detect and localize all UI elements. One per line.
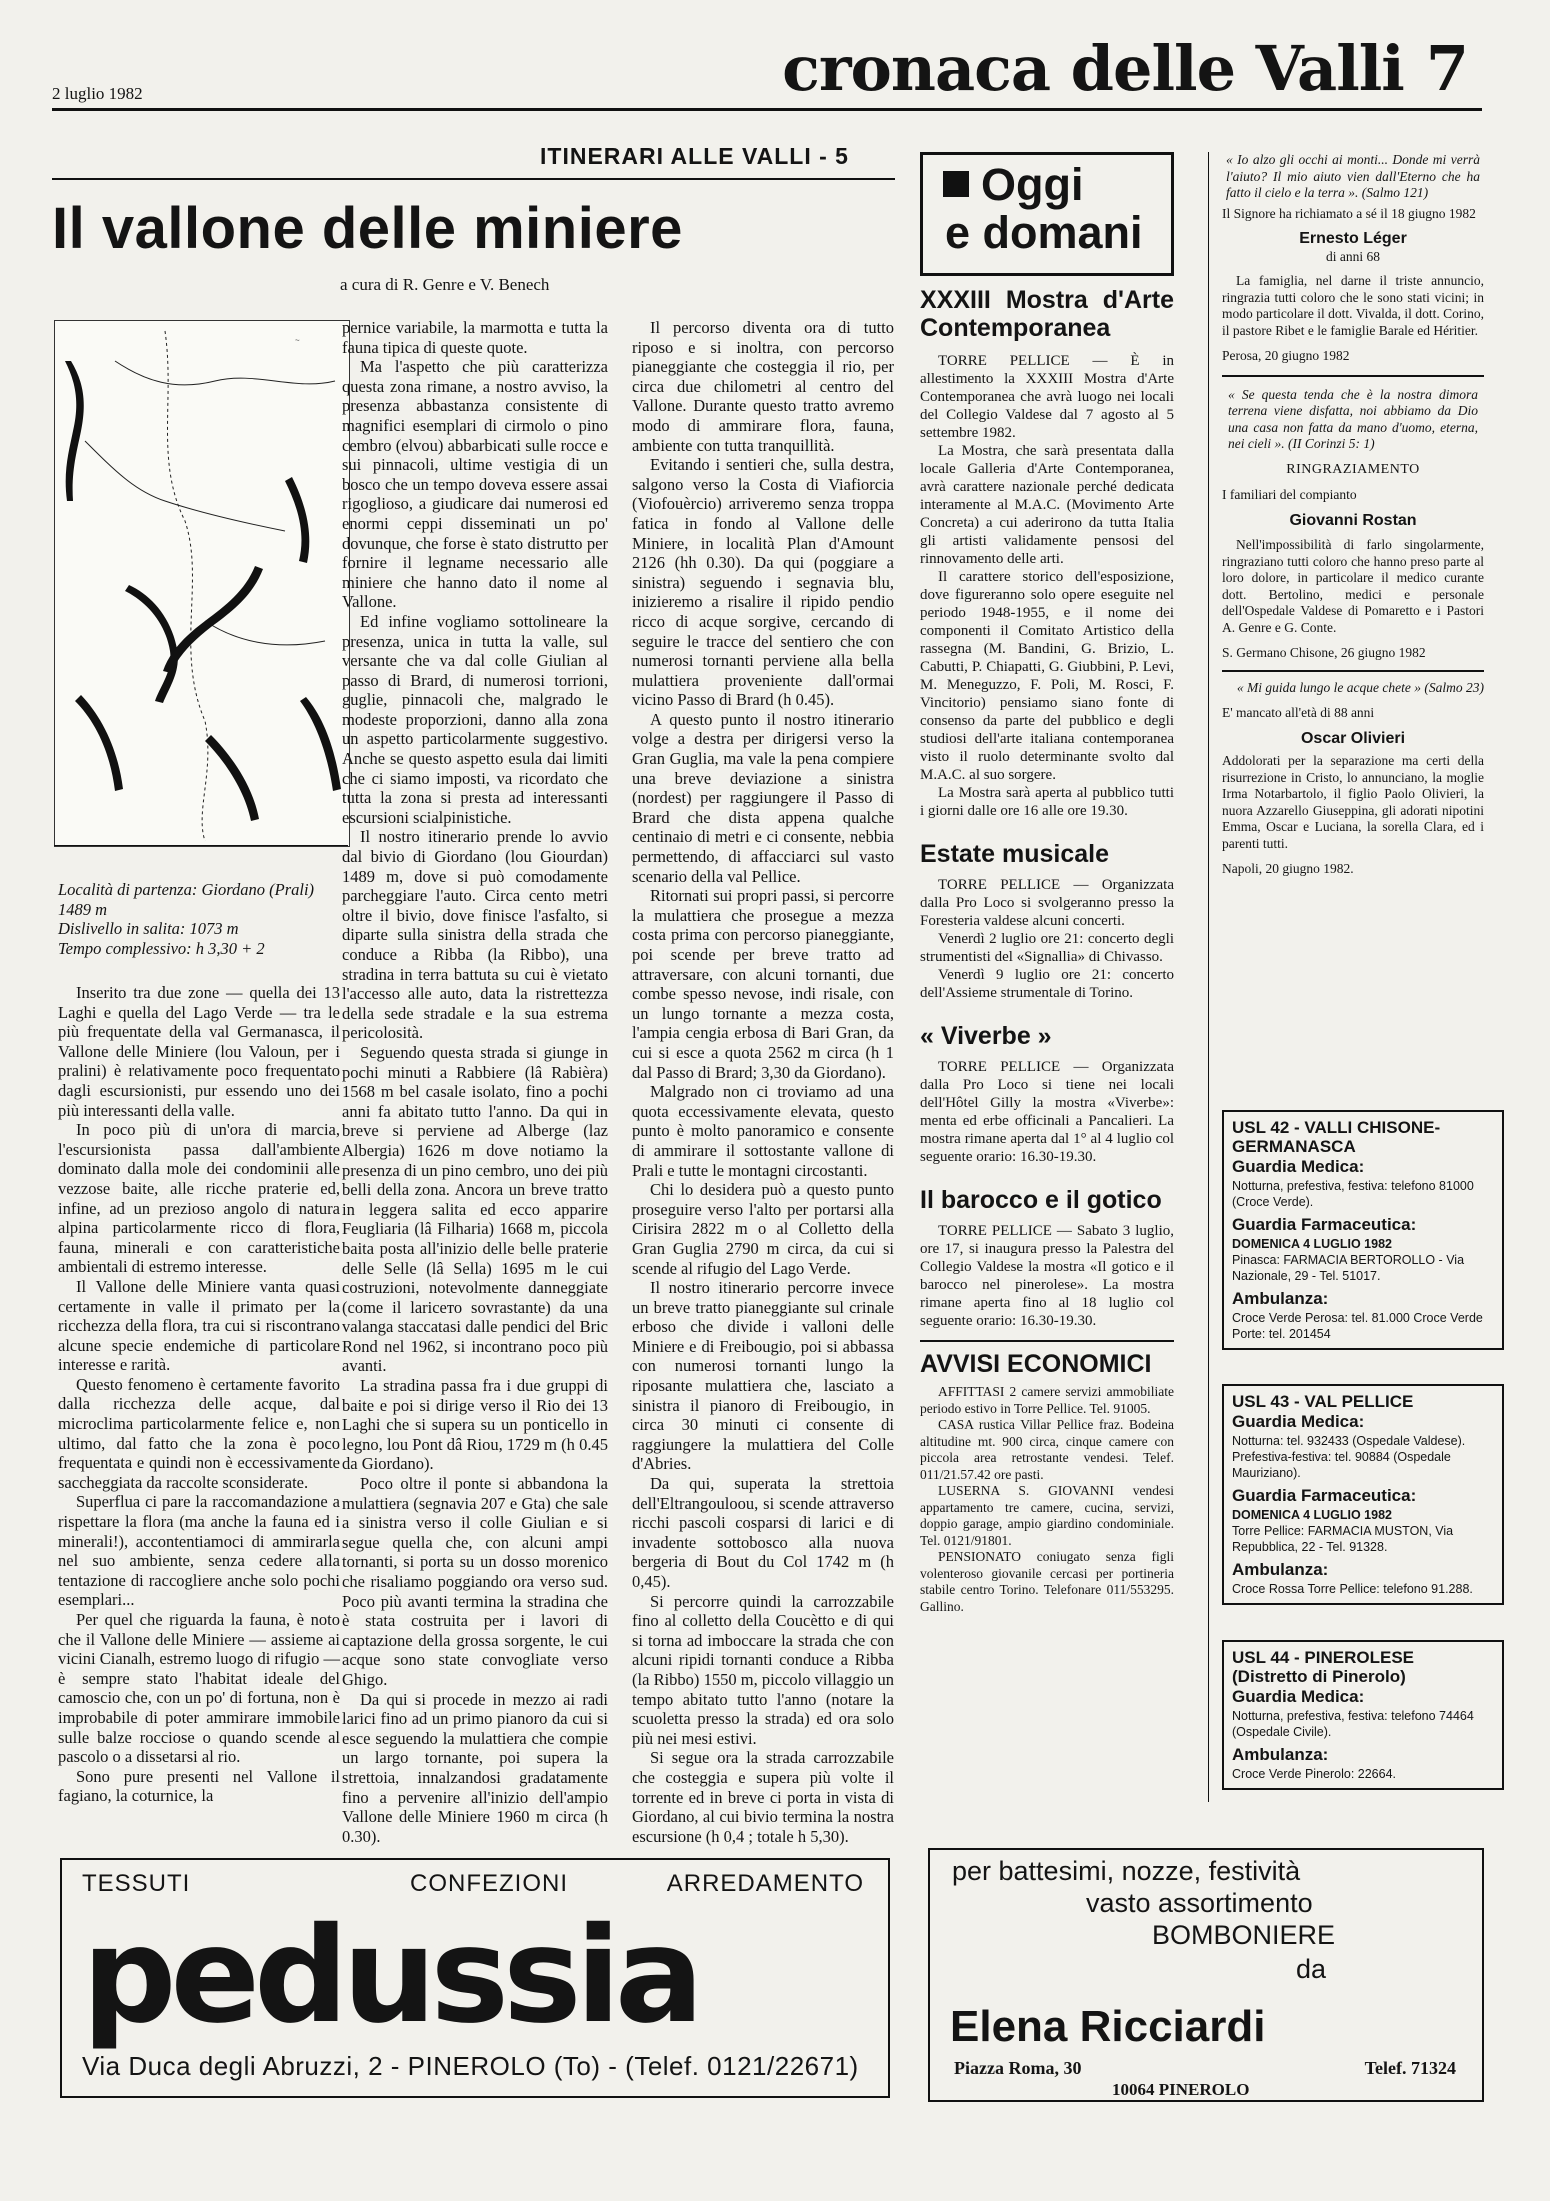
ad-category: TESSUTI: [82, 1870, 191, 1897]
map-caption: [58, 880, 328, 958]
masthead-rule: [52, 108, 1482, 111]
obit-body: Nell'impossibilità di farlo singolarmente, ringraziano tutti coloro che hanno preso parte al loro dolore, in particolare il medico curante dott. Bertolino, medici e personale dell'Ospedale Valdese di Pomaretto e i Pastori A. Genre e G. Conte.: [1222, 537, 1484, 635]
ad-category: CONFEZIONI: [410, 1870, 568, 1897]
ad-line: BOMBONIERE: [1152, 1920, 1336, 1950]
issue-date: 2 luglio 1982: [52, 84, 143, 103]
obit-name: Oscar Olivieri: [1300, 729, 1406, 747]
usl-text: Notturna, prefestiva, festiva: telefono 74464 (Ospedale Civile).: [1232, 1709, 1474, 1739]
pedussia-ad: [60, 1858, 890, 2098]
obit-place: Perosa, 20 giugno 1982: [1222, 348, 1350, 363]
pedussia-logo: pedussia: [82, 1899, 698, 2053]
paragraph: Questo fenomeno è certamente favorito dalla ricchezza delle acque, dal microclima particolarmente felice e, non ultimo, dal fatto che la zona è poco frequentata e quindi non è eccessivamente saccheggiata da raccolte sconsiderate.: [58, 1374, 340, 1492]
caption-line: Tempo complessivo: h 3,30 + 2: [58, 938, 265, 958]
paragraph: Venerdì 9 luglio ore 21: concerto dell'Assieme strumentale di Torino.: [920, 967, 1174, 1001]
usl-text: Notturna, prefestiva, festiva: telefono 81000 (Croce Verde).: [1232, 1179, 1474, 1209]
series-rule: [52, 178, 895, 180]
usl-heading: Ambulanza:: [1232, 1745, 1329, 1764]
classified-ad: AFFITTASI 2 camere servizi ammobiliate periodo estivo in Torre Pellice. Tel. 91005.: [920, 1384, 1174, 1416]
ad-line: da: [1296, 1954, 1327, 1984]
usl-day: DOMENICA 4 LUGLIO 1982: [1232, 1237, 1392, 1251]
svg-text:~: ~: [295, 336, 300, 345]
paragraph: Il carattere storico dell'esposizione, dove figureranno solo opere eseguite nel periodo 1948-1955, e il nome dei componenti il Comitato Artistico della rassegna (M. Bandini, G. Brizio, L. Cabutti, P. Chiapatti, G. Giubbini, P. Levi, M. Meneguzzo, F. Poli, M. Rosci, F. Vincitorio) pensiamo siano fonte di consenso da parte del pubblico e degli studiosi dell'arte italiana contemporanea visto il ruolo determinante svolto dal M.A.C. al suo sorgere.: [920, 569, 1174, 783]
usl-text: Croce Rossa Torre Pellice: telefono 91.288.: [1232, 1582, 1473, 1596]
ad-category: ARREDAMENTO: [666, 1870, 864, 1897]
usl-text: Croce Verde Pinerolo: 22664.: [1232, 1767, 1396, 1781]
usl-text: Torre Pellice: FARMACIA MUSTON, Via Repubblica, 22 - Tel. 91328.: [1232, 1524, 1454, 1554]
ricciardi-ad: [928, 1848, 1484, 2102]
obit-quote: « Io alzo gli occhi ai monti... Donde mi verrà l'aiuto? Il mio aiuto vien dall'Eterno che ha fatto il cielo e la terra ». (Salmo 121): [1226, 152, 1480, 200]
obit-heading: RINGRAZIAMENTO: [1286, 461, 1420, 477]
paragraph: Ritornati sui propri passi, si percorre la mulattiera che prosegue a mezza costa prima con percorso pianeggiante, poi scende per breve tratto ad attraversare, con alcuni tornanti, due combe spesso nevose, indi risale, con un lungo tornante a mezza costa, l'ampia cengia erbosa di Bari Gran, da cui si esce a quota 2562 m circa (h 1 dal Passo di Brard; 3,30 da Giordano).: [632, 886, 894, 1082]
classified-ad: PENSIONATO coniugato senza figli volenteroso giovanile cercasi per portineria stabile centro Torino. Telefonare 011/553295. Gallino.: [920, 1549, 1174, 1614]
byline: a cura di R. Genre e V. Benech: [340, 275, 550, 294]
paragraph: In poco più di un'ora di marcia, l'escursionista passa dall'ambiente dominato dalla mole dei condominii alle vezzose baite, alle ricche praterie ed, infine, ad un prezioso angolo di natura alpina particolarmente ricco di flora, fauna, minerali e con caratteristiche ambientali di estremo interesse.: [58, 1120, 340, 1277]
paragraph: La stradina passa fra i due gruppi di baite e poi si dirige verso il Rio dei 13 Laghi che si supera su un ponticello in legno, lou Pont dâ Riou, 1729 m (h 0.45 da Giordano).: [342, 1376, 608, 1474]
obit-name: Giovanni Rostan: [1289, 511, 1417, 529]
paragraph: Inserito tra due zone — quella dei 13 Laghi e quella del Lago Verde — tra le più frequentate della val Germanasca, il Vallone delle Miniere (lou Valoun, per i pralini) è relativamente poco frequentato dagli escursionisti, pur essendo uno dei più interessanti della valle.: [58, 983, 340, 1120]
obit-text: Il Signore ha richiamato a sé il 18 giugno 1982: [1222, 205, 1476, 221]
newspaper-section-title: [782, 32, 1468, 105]
paragraph: TORRE PELLICE — È in allestimento la XXXIII Mostra d'Arte Contemporanea che avrà luogo nei locali del Collegio Valdese dal 7 agosto al 5 settembre 1982.: [920, 353, 1174, 441]
trail-map: [54, 320, 350, 847]
headline: Il vallone delle miniere: [52, 196, 683, 261]
avvisi-title: AVVISI ECONOMICI: [920, 1350, 1152, 1378]
usl-heading: Guardia Farmaceutica:: [1232, 1215, 1417, 1234]
series-label: ITINERARI ALLE VALLI - 5: [540, 143, 849, 169]
article-column-1: [58, 983, 340, 1806]
oggi-column: [920, 286, 1174, 1615]
usl-44-box: [1222, 1640, 1504, 1790]
obituaries-column: [1222, 152, 1484, 878]
obit-place: Napoli, 20 giugno 1982.: [1222, 861, 1354, 876]
viverbe-title: « Viverbe »: [920, 1022, 1052, 1050]
usl-heading: Ambulanza:: [1232, 1560, 1329, 1579]
paragraph: Chi lo desidera può a questo punto proseguire verso l'alto per portarsi alla Cirisira 2822 m o al Colletto della Gran Guglia 2790 m circa, da cui si scende al rifugio del Lago Verde.: [632, 1180, 894, 1278]
usl-heading: Guardia Medica:: [1232, 1157, 1365, 1176]
article-column-3: [632, 318, 894, 1846]
paragraph: Da qui si procede in mezzo ai radi larici fino ad un primo pianoro da cui si esce seguendo la mulattiera che compie un largo tornante, poi supera la strettoia, innalzandosi gradatamente fino a pervenire all'inizio dell'ampio Vallone delle Miniere 1960 m circa (h 0.30).: [342, 1689, 608, 1846]
usl-42-box: [1222, 1110, 1504, 1350]
paragraph: Evitando i sentieri che, sulla destra, salgono verso la Costa di Viafiorcia (Viofouèrcio) arriveremo senza troppa fatica in fondo al Vallone delle Miniere, in località Plan d'Amount 2126 (hh 0.30). Da qui (poggiare a sinistra) seguendo i segnavia blu, inizieremo a risalire il ripido pendio ricco di acque sorgive, cercando di seguire le tracce del sentiero che con numerosi tornanti perviene alla bella mulattiera proveniente dall'ormai vicino Passo di Brard (h 0.45).: [632, 455, 894, 710]
paragraph: Poco oltre il ponte si abbandona la mulattiera (segnavia 207 e Gta) che sale a sinistra verso il colle Giulian e si segue quella che, con alcuni ampi tornanti, si porta su un dosso morenico che risaliamo poggiando ora verso sud. Poco più avanti termina la stradina che è stata costruita per i lavori di captazione della grossa sorgente, le cui acque sono state convogliate verso Ghigo.: [342, 1474, 608, 1689]
obit-name: Ernesto Léger: [1299, 230, 1407, 247]
paragraph: Superflua ci pare la raccomandazione a rispettare la flora (ma anche la fauna ed i minerali!), accontentiamoci di ammirarla nel suo ambiente, senza cedere alla tentazione di raccogliere anche solo pochi esemplari...: [58, 1492, 340, 1610]
obit-age: di anni 68: [1326, 248, 1380, 264]
paragraph: Si percorre quindi la carrozzabile fino al colletto della Coucètto e di qui si torna ad imboccare la strada che con alcuni ripidi tornanti conduce a Ribba (la Ribbo) 1550 m, piccolo villaggio un tempo abitato tutto l'anno (notare la scuoletta presso la strada) ed ora solo più nei mesi estivi.: [632, 1591, 894, 1748]
paragraph: Il nostro itinerario percorre invece un breve tratto pianeggiante sul crinale erboso che divide i valloni delle Miniere e di Freibougio, poi si abbassa con numerosi tornanti lungo la riposante mulattiera che, lasciato a sinistra il pianoro di Freibougio, in circa 30 minuti ci consente di raggiungere la mulattiera del Colle d'Abries.: [632, 1278, 894, 1474]
obit-text: I familiari del compianto: [1222, 487, 1357, 502]
usl-day: DOMENICA 4 LUGLIO 1982: [1232, 1508, 1392, 1522]
ad-brand-name: Elena Ricciardi: [950, 2002, 1266, 2051]
usl-heading: Guardia Medica:: [1232, 1687, 1365, 1706]
obit-quote: « Se questa tenda che è la nostra dimora terrena viene disfatta, noi abbiamo da Dio una casa non fatta da mano d'uomo, eterna, nei cieli ». (II Corinzi 5: 1): [1228, 386, 1478, 451]
paragraph: Ma l'aspetto che più caratterizza questa zona rimane, a nostro avviso, la presenza abbastanza consistente di magnifici esemplari di cirmolo o pino cembro (elvou) abbarbicati sulle rocce e sui pinnacoli, ultime vestigia di un bosco che un tempo doveva essere assai rigoglioso, a giudicare dai numerosi ed enormi ceppi disseminati un po' dovunque, che forse è stato distrutto per fornire il legname necessario alle miniere che hanno dato il nome al Vallone.: [342, 357, 608, 612]
estate-title: Estate musicale: [920, 840, 1109, 868]
paragraph: Seguendo questa strada si giunge in pochi minuti a Rabbiere (lâ Rabièra) 1568 m bel casale isolato, fino a pochi anni fa abitato tutto l'anno. Da qui in breve si perviene ad Alberge (laz Albergia) 1626 m dove notiamo la presenza di un pino cembro, uno dei più belli della zona. Ancora un breve tratto in leggera salita ed ecco apparire Feugliaria (lâ Filharia) 1668 m, piccola baita posta all'inizio delle belle praterie delle Selle (lâ Sella) 1695 m le cui costruzioni, notevolmente danneggiate (come il laricето sovrastante) da una valanga staccatasi dalle pendici del Bric Rond nel 1962, si incontrano poco più avanti.: [342, 1042, 608, 1376]
paragraph: La Mostra, che sarà presentata dalla locale Galleria d'Arte Contemporanea, avrà carattere nazionale perché dedicata interamente al M.A.C. (Movimento Arte Concreta) a cui aderirono da tutta Italia gli artisti validamente pensosi del rinnovamento delle arti.: [920, 443, 1174, 567]
oggi-title-line2: e domani: [945, 207, 1143, 258]
usl-heading: Ambulanza:: [1232, 1289, 1329, 1308]
usl-title: USL 42 - VALLI CHISONE-GERMANASCA: [1232, 1118, 1441, 1156]
paragraph: TORRE PELLICE — Organizzata dalla Pro Loco si tiene nei locali dell'Hôtel Gilly la mostra «Viverbe»: menta ed erbe officinali a Pancalieri. La mostra rimane aperta dal 1° al 4 luglio col seguente orario: 16.30-19.30.: [920, 1059, 1174, 1165]
section-title-text: cronaca delle Valli: [782, 32, 1404, 105]
ad-phone: Telef. 71324: [1364, 2058, 1456, 2078]
oggi-title-line1: Oggi: [981, 159, 1084, 210]
paragraph: Malgrado non ci troviamo ad una quota eccessivamente elevata, questo punto è molto panoramico e consente di ammirare il sottostante vallone di Prali e tutte le montagni circostanti.: [632, 1082, 894, 1180]
classified-ad: LUSERNA S. GIOVANNI vendesi appartamento tre camere, cucina, servizi, doppio garage, ampio giardino condominiale. Tel. 0121/91801.: [920, 1483, 1174, 1548]
mostra-title: XXXIII Mostra d'Arte Contemporanea: [920, 286, 1174, 342]
usl-text: Pinasca: FARMACIA BERTOROLLO - Via Nazionale, 29 - Tel. 51017.: [1232, 1253, 1465, 1283]
usl-43-box: [1222, 1384, 1504, 1605]
paragraph: TORRE PELLICE — Sabato 3 luglio, ore 17, si inaugura presso la Palestra del Collegio Valdese la mostra «Il gotico e il barocco nel pinerolese». La mostra rimane aperta fino al 18 luglio col seguente orario: 16.30-19.30.: [920, 1223, 1174, 1329]
paragraph: TORRE PELLICE — Organizzata dalla Pro Loco si svolgeranno presso la Foresteria valdese alcuni concerti.: [920, 877, 1174, 929]
obit-body: La famiglia, nel darne il triste annuncio, ringrazia tutti coloro che le sono stati vicini; in modo particolare il dott. Vivalda, il dott. Corino, il pastore Ribet e le famiglie Barale ed Héritier.: [1222, 273, 1484, 338]
usl-heading: Guardia Farmaceutica:: [1232, 1486, 1417, 1505]
paragraph: Sono pure presenti nel Vallone il fagiano, la coturnice, la: [58, 1766, 340, 1806]
obit-quote: « Mi guida lungo le acque chete » (Salmo 23): [1236, 679, 1484, 695]
classified-ad: CASA rustica Villar Pellice fraz. Bodeina altitudine mt. 900 circa, cinque camere con piccola area retrostante vendesi. Telef. 011/21.57.42 ore pasti.: [920, 1417, 1174, 1482]
map-bottom-rule: [54, 845, 348, 846]
caption-line: Località di partenza: Giordano (Prali) 1489 m: [58, 880, 315, 919]
usl-text: Croce Verde Perosa: tel. 81.000 Croce Verde Porte: tel. 201454: [1232, 1311, 1483, 1341]
paragraph: Il nostro itinerario prende lo avvio dal bivio di Giordano (lou Giourdan) 1489 m, dove si può comodamente parcheggiare l'auto. Circa cento metri oltre il bivio, dove finisce l'asfalto, si diparte sulla sinistra della strada che conduce a Ribba (la Ribbo), una stradina in terra battuta su cui è vietato l'accesso alle auto, data la ristrettezza della sede stradale e la sua estrema pericolosità.: [342, 827, 608, 1043]
caption-line: Dislivello in salita: 1073 m: [58, 919, 239, 938]
usl-title: USL 43 - VAL PELLICE: [1232, 1392, 1414, 1411]
paragraph: Ed infine vogliamo sottolineare la presenza, unica in tutta la valle, sul versante che va dal colle Giulian al passo di Brard, di numerosi torrioni, guglie, pinnacoli che, malgrado le modeste proporzioni, danno alla zona un aspetto particolarmente suggestivo. Anche se questo aspetto esula dai limiti che ci siamo imposti, va ricordato che tutta la zona si presta ad interessanti escursioni scialpinistiche.: [342, 611, 608, 827]
paragraph: Si segue ora la strada carrozzabile che costeggia e supera più volte il torrente ed in breve ci porta in vista di Giordano, al cui bivio termina la nostra escursione (h 0,4 ; totale h 5,30).: [632, 1748, 894, 1846]
square-bullet-icon: [943, 171, 969, 197]
ad-address: Piazza Roma, 30: [954, 2058, 1082, 2078]
paragraph: Il Vallone delle Miniere vanta quasi certamente in valle il primato per la ricchezza della flora, tra cui si riscontrano alcune specie endemiche di particolare interesse e rarità.: [58, 1276, 340, 1375]
usl-title: USL 44 - PINEROLESE (Distretto di Pinerolo): [1232, 1648, 1415, 1686]
paragraph: La Mostra sarà aperta al pubblico tutti i giorni dalle ore 16 alle ore 19.30.: [920, 785, 1174, 819]
barocco-title: Il barocco e il gotico: [920, 1186, 1162, 1214]
ad-line: vasto assortimento: [1086, 1888, 1313, 1918]
obit-place: S. Germano Chisone, 26 giugno 1982: [1222, 645, 1426, 660]
paragraph: Venerdì 2 luglio ore 21: concerto degli strumentisti del «Signallia» di Chivasso.: [920, 931, 1174, 965]
usl-text: Notturna: tel. 932433 (Ospedale Valdese). Prefestiva-festiva: tel. 90884 (Ospedale Mauriziano).: [1232, 1434, 1466, 1480]
article-column-2: [342, 318, 608, 1846]
paragraph: Per quel che riguarda la fauna, è noto che il Vallone delle Miniere — assieme ai vicini Cianalh, estremo luogo di rifugio — è sempre stato l'habitat ideale del camoscio che, con un po' di fortuna, non è improbabile di poter ammirare immobile sulle balze rocciose o quando scende al pascolo o a dissetarsi al rio.: [58, 1610, 340, 1767]
ad-city: 10064 PINEROLO: [1112, 2080, 1250, 2099]
paragraph: Da qui, superata la strettoia dell'Eltrangouloou, si scende attraverso ricchi pascoli cosparsi di larici e di invadente sottobosco alla nuova bergeria di Bout du Col 1742 m (h 0,45).: [632, 1474, 894, 1591]
obit-body: Addolorati per la separazione ma certi della risurrezione in Cristo, lo annunciano, la moglie Irma Notarbartolo, il figlio Paolo Olivieri, la nuora Azzarello Giuseppina, gli adorati nipotini Emma, Oscar e Luciana, la sorella Clara, ed i parenti tutti.: [1222, 753, 1484, 851]
ad-address: Via Duca degli Abruzzi, 2 - PINEROLO (To) - (Telef. 0121/22671): [82, 2051, 859, 2081]
usl-heading: Guardia Medica:: [1232, 1412, 1365, 1431]
paragraph: A questo punto il nostro itinerario volge a destra per dirigersi verso la Gran Guglia, ma vale la pena compiere una breve deviazione a sinistra (nordest) per raggiungere il Passo di Brard che dista appena qualche centinaio di metri e ci consente, nebbia permettendo, di affacciarci sul vasto scenario della val Pellice.: [632, 709, 894, 886]
ad-line: per battesimi, nozze, festività: [952, 1856, 1301, 1886]
obit-text: E' mancato all'età di 88 anni: [1222, 705, 1375, 720]
paragraph: Il percorso diventa ora di tutto riposo e si inoltra, con percorso pianeggiante che costeggia il rio, per circa due chilometri al centro del Vallone. Durante questo tratto avremo modo di ammirare flora, fauna, ambiente con tutta tranquillità.: [632, 318, 894, 455]
paragraph: pernice variabile, la marmotta e tutta la fauna tipica di queste quote.: [342, 318, 608, 357]
column-divider: [1208, 152, 1209, 1802]
oggi-e-domani-box: [920, 152, 1174, 276]
map-drawing: [55, 321, 349, 846]
page-number: 7: [1425, 32, 1468, 105]
